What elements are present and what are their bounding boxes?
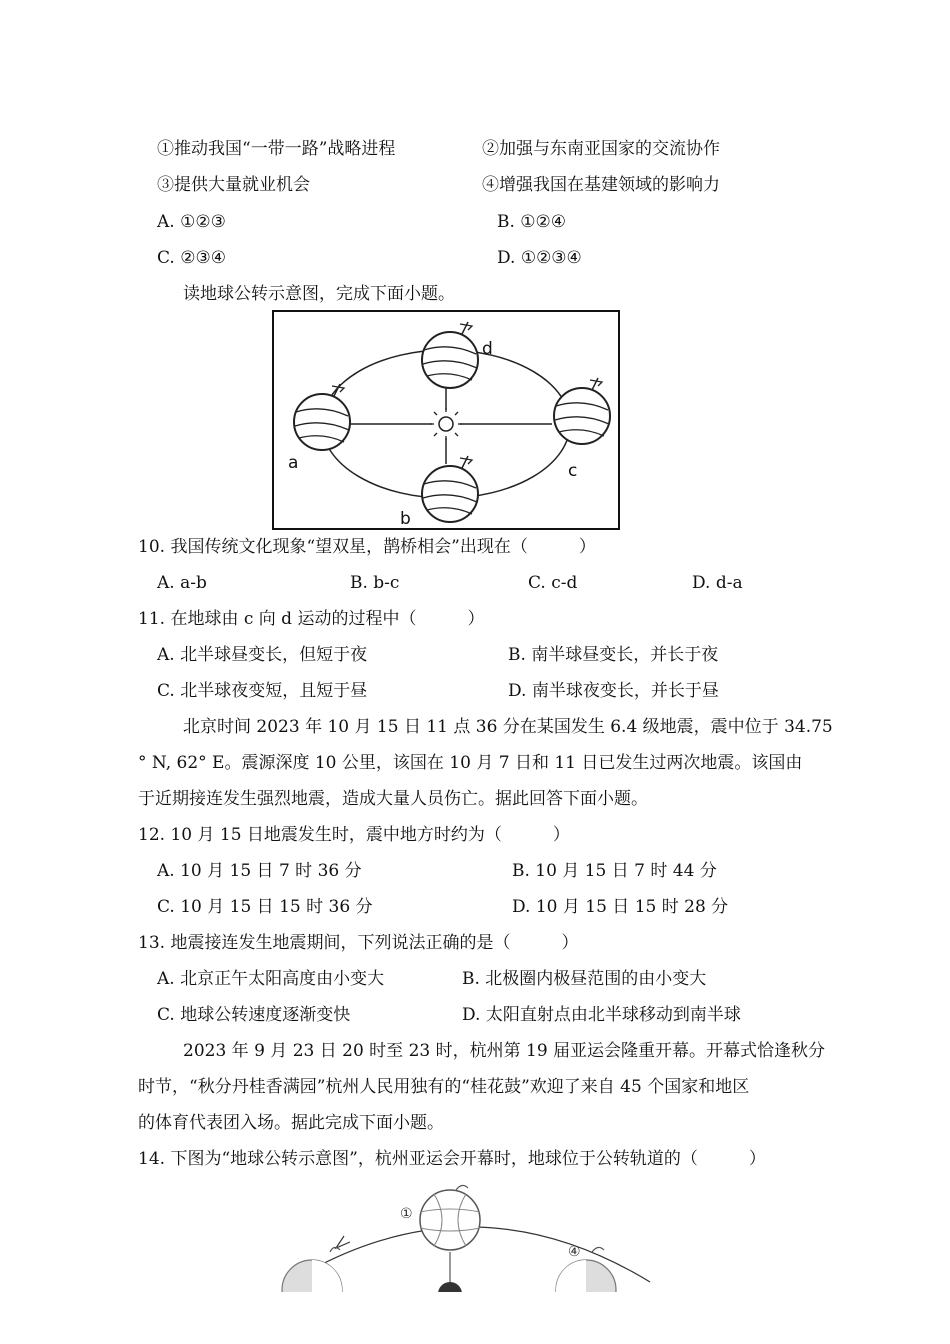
q9-choice-a: A. ①②③ (157, 212, 226, 232)
sun-icon (430, 408, 462, 440)
label-circled-1: ① (400, 1206, 413, 1222)
earth-icon-b (422, 456, 478, 522)
earth-orbit-diagram (274, 312, 618, 528)
intro2-line-1: 北京时间 2023 年 10 月 15 日 11 点 36 分在某国发生 6.4 级地震，震中位于 34.75 (183, 717, 833, 737)
q13-choice-d: D. 太阳直射点由北半球移动到南半球 (462, 1005, 741, 1025)
q11-choice-d: D. 南半球夜变长，并长于昼 (508, 681, 719, 701)
intro2-line-2: ° N, 62° E。震源深度 10 公里，该国在 10 月 7 日和 11 日已发生过两次地震。该国由 (138, 753, 803, 773)
label-b: b (400, 509, 411, 528)
q12-choice-a: A. 10 月 15 日 7 时 36 分 (157, 861, 362, 881)
q9-option-1: ①推动我国“一带一路”战略进程 (157, 139, 396, 159)
q12-stem: 12. 10 月 15 日地震发生时，震中地方时约为（ ） (138, 825, 570, 845)
q14-stem: 14. 下图为“地球公转示意图”，杭州亚运会开幕时，地球位于公转轨道的（ ） (138, 1149, 766, 1169)
intro3-line-2: 时节，“秋分丹桂香满园”杭州人民用独有的“桂花鼓”欢迎了来自 45 个国家和地区 (138, 1077, 750, 1097)
label-c: c (568, 461, 578, 481)
q13-stem: 13. 地震接连发生地震期间，下列说法正确的是（ ） (138, 933, 579, 953)
q13-choice-b: B. 北极圈内极昼范围的由小变大 (462, 969, 707, 989)
q9-option-2: ②加强与东南亚国家的交流协作 (482, 139, 720, 159)
q12-choice-c: C. 10 月 15 日 15 时 36 分 (157, 897, 373, 917)
q11-choice-c: C. 北半球夜变短，且短于昼 (157, 681, 368, 701)
q9-choice-b: B. ①②④ (497, 212, 567, 232)
q11-choice-a: A. 北半球昼变长，但短于夜 (157, 645, 368, 665)
earth-icon-d (422, 322, 478, 388)
q13-choice-c: C. 地球公转速度逐渐变快 (157, 1005, 351, 1025)
q10-choice-b: B. b-c (350, 573, 400, 593)
q13-choice-a: A. 北京正午太阳高度由小变大 (157, 969, 385, 989)
q11-choice-b: B. 南半球昼变长，并长于夜 (508, 645, 719, 665)
earth-icon-left (282, 1247, 342, 1292)
label-a: a (288, 453, 299, 473)
q12-choice-d: D. 10 月 15 日 15 时 28 分 (512, 897, 729, 917)
earth-orbit-diagram-2 (270, 1182, 670, 1292)
earth-revolution-figure-2 (270, 1182, 670, 1292)
q9-choice-d: D. ①②③④ (497, 248, 582, 268)
earth-icon-a (294, 384, 350, 450)
q12-choice-b: B. 10 月 15 日 7 时 44 分 (512, 861, 717, 881)
intro3-line-3: 的体育代表团入场。据此完成下面小题。 (138, 1113, 444, 1133)
q10-stem: 10. 我国传统文化现象“望双星，鹊桥相会”出现在（ ） (138, 537, 596, 557)
earth-revolution-figure-1 (272, 310, 620, 530)
label-circled-4: ④ (568, 1244, 581, 1260)
q10-choice-c: C. c-d (528, 573, 578, 593)
q9-option-3: ③提供大量就业机会 (157, 175, 310, 195)
intro3-line-1: 2023 年 9 月 23 日 20 时至 23 时，杭州第 19 届亚运会隆重开幕。开幕式恰逢秋分 (183, 1041, 826, 1061)
label-d: d (482, 339, 493, 359)
q11-stem: 11. 在地球由 c 向 d 运动的过程中（ ） (138, 609, 485, 629)
earth-icon-1 (420, 1185, 480, 1250)
q9-choice-c: C. ②③④ (157, 248, 226, 268)
intro-figure-1: 读地球公转示意图，完成下面小题。 (183, 284, 455, 304)
earth-icon-c (554, 378, 610, 444)
earth-icon-right (556, 1247, 616, 1292)
intro2-line-3: 于近期接连发生强烈地震，造成大量人员伤亡。据此回答下面小题。 (138, 789, 648, 809)
q10-choice-d: D. d-a (692, 573, 743, 593)
q9-option-4: ④增强我国在基建领域的影响力 (482, 175, 720, 195)
q10-choice-a: A. a-b (157, 573, 207, 593)
